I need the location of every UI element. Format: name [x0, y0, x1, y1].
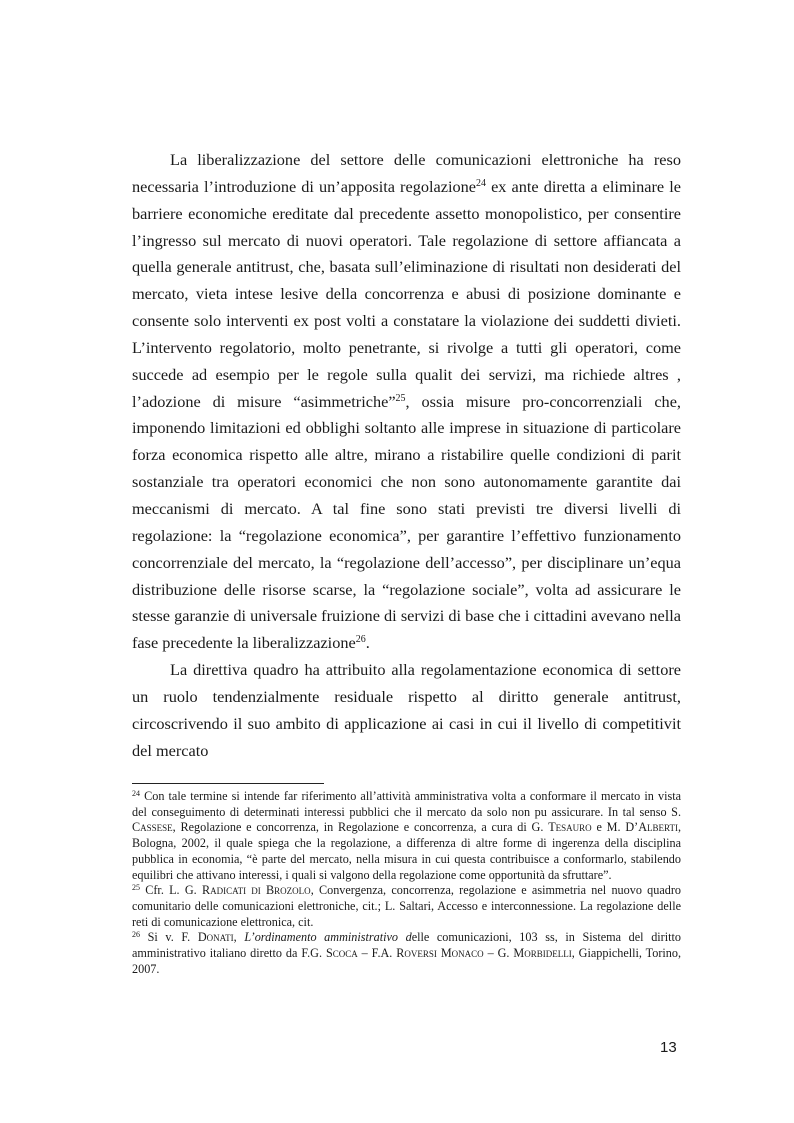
author-name: Cassese [132, 820, 173, 835]
footnote-text: – G. [483, 946, 514, 961]
paragraph-1-text-c: , ossia misure pro-concorrenziali che, imponendo limitazioni ed obblighi soltanto alle imprese in situazione di particolare forza economica rispetto alle altre, mirano a ristabilire quelle condizioni di parit sostanziale tra operatori economici che non sono autonomamente garantite dai meccanismi di mercato. A tal fine sono stati previsti tre diversi livelli di regolazione: la “regolazione economica”, per garantire l’effettivo funzionamento concorrenziale del mercato, la “regolazione dell’accesso”, per disciplinare un’equa distribuzione delle risorse scarse, la “regolazione sociale”, volta ad assicurare le stesse garanzie di universale fruizione di servizi di base che i cittadini avevano nella fase precedente la liberalizzazione [132, 391, 681, 653]
footnote-text: , Regolazione e concorrenza, in Regolazione e concorrenza, a cura di G. [172, 820, 549, 835]
paragraph-1-text-a: La liberalizzazione del settore delle comunicazioni elettroniche ha reso necessaria l’introduzione di un’apposita regolazione [132, 150, 681, 196]
footnote-text: , Bologna, 2002, il quale spiega che la regolazione, a differenza di altre forme di ingerenza della disciplina pubblica in economia, “è parte del mercato, nella misura in cui questa contribuisce a conformarlo, stabilendo equilibri che attivano interessi, i quali si valgono della regolazione come opportunità da sfruttare”. [132, 820, 681, 882]
footnote-text: Si v. F. [140, 930, 198, 945]
footnotes [132, 789, 681, 977]
footnote-ref-25: 25 [395, 392, 406, 404]
footnote-text: Cfr. L. G. [140, 883, 202, 898]
footnote-text: e M. D’ [591, 820, 639, 835]
author-name: Alberti [638, 820, 678, 835]
footnote-text: , [233, 930, 245, 945]
footnote-number: 24 [132, 789, 140, 798]
footnote-ref-26: 26 [355, 634, 366, 646]
footnote-24 [132, 789, 681, 883]
footnote-separator [132, 783, 324, 784]
page-number: 13 [660, 1039, 677, 1056]
author-name: Roversi Monaco [396, 946, 484, 961]
author-name: Tesauro [548, 820, 592, 835]
paragraph-2: La direttiva quadro ha attribuito alla regolamentazione economica di settore un ruolo tendenzialmente residuale rispetto al diritto generale antitrust, circoscrivendo il suo ambito di applicazione ai casi in cui il livello di competitivit del mercato [132, 660, 681, 760]
paragraph-1-text-d: . [365, 633, 370, 653]
paragraph-1-text-b: ex ante diretta a eliminare le barriere economiche ereditate dal precedente assetto monopolistico, per consentire l’ingresso sul mercato di nuovi operatori. Tale regolazione di settore affiancata a quella generale antitrust, che, basata sull’eliminazione di risultati non desiderati del mercato, vieta intese lesive della concorrenza e abusi di posizione dominante e consente solo interventi ex post volti a constatare la violazione dei suddetti divieti. L’intervento regolatorio, molto penetrante, si rivolge a tutti gli operatori, come succede ad esempio per le regole sulla qualit dei servizi, ma richiede altres , l’adozione di misure “asimmetriche” [132, 176, 681, 411]
footnote-number: 25 [132, 883, 140, 893]
author-name: Scoca [325, 946, 358, 961]
footnote-text: Con tale termine si intende far riferimento all’attività amministrativa volta a conformare il mercato in vista del conseguimento di determinati interessi pubblici che il mercato da solo non pu assicurare. In tal senso S. [132, 789, 681, 819]
footnote-ref-24: 24 [476, 177, 486, 189]
book-title: L’ordinamento amministrativo d [244, 930, 412, 945]
author-name: Morbidelli [513, 946, 572, 961]
footnote-text: elle comunicazioni, 103 ss, in Sistema del diritto amministrativo italiano diretto da F.G. [132, 930, 681, 961]
body-text [132, 147, 681, 764]
footnote-text: , Convergenza, concorrenza, regolazione e asimmetria nel nuovo quadro comunitario delle comunicazioni elettroniche, cit.; L. Saltari, Accesso e interconnessione. La regolazione delle reti di comunicazione elettronica, cit. [132, 883, 681, 929]
paragraph-1 [132, 147, 681, 657]
footnote-26 [132, 930, 681, 977]
author-name: Radicati di Brozolo [201, 883, 311, 898]
author-name: Donati [197, 930, 234, 945]
footnote-25 [132, 883, 681, 930]
footnote-number: 26 [132, 930, 140, 940]
footnote-text: , Giappichelli, Torino, 2007. [132, 946, 682, 976]
footnote-text: – F.A. [357, 946, 397, 961]
